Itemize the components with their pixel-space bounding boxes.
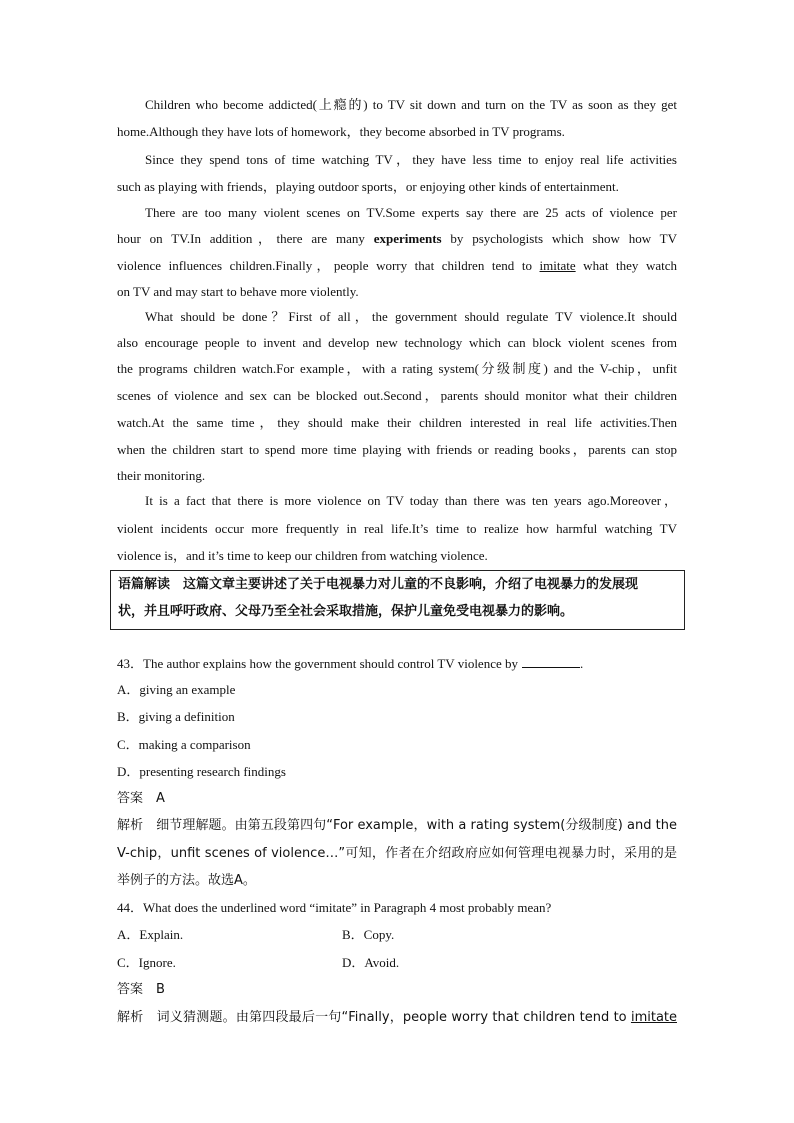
text-span: by psychologists which show how TV xyxy=(441,231,677,246)
option-c: C．Ignore. xyxy=(117,955,176,970)
explanation-line: V-chip，unfit scenes of violence…”可知，作者在介绍政府应如何管理电视暴力时，采用的是 xyxy=(117,846,677,861)
option-a: A．Explain. xyxy=(117,927,184,942)
passage-line: What should be done？First of all，the government should regulate TV violence.It should xyxy=(145,309,677,324)
passage-line: scenes of violence and sex can be blocked out.Second，parents should monitor what their children xyxy=(117,388,677,403)
question-44-stem: 44．What does the underlined word “imitate” in Paragraph 4 most probably mean? xyxy=(117,900,552,915)
passage-line: violence is，and it’s time to keep our children from watching violence. xyxy=(117,548,488,563)
passage-line: when the children start to spend more time playing with friends or reading books，parents can stop xyxy=(117,442,677,457)
question-text-end: . xyxy=(580,656,584,671)
option-d: D．Avoid. xyxy=(342,955,400,970)
option-d: D．presenting research findings xyxy=(117,764,286,779)
passage-line: watch.At the same time，they should make their children interested in real life activities.Then xyxy=(117,415,677,430)
explanation-line: 解析 细节理解题。由第五段第四句“For example，with a rating system(分级制度) and the xyxy=(117,818,677,833)
passage-line: violent incidents occur more frequently in real life.It’s time to realize how harmful watching TV xyxy=(117,521,677,536)
passage-line: There are too many violent scenes on TV.Some experts say there are 25 acts of violence per xyxy=(145,205,677,220)
passage-line: such as playing with friends，playing outdoor sports，or enjoying other kinds of entertainment. xyxy=(117,179,619,194)
answer-blank xyxy=(522,655,580,668)
option-c: C．making a comparison xyxy=(117,737,251,752)
passage-line xyxy=(117,231,677,247)
bold-word-experiments: experiments xyxy=(373,231,442,246)
question-43-stem xyxy=(117,655,677,672)
analysis-line: 状，并且呼吁政府、父母乃至全社会采取措施，保护儿童免受电视暴力的影响。 xyxy=(118,604,574,619)
text-span: 解析 词义猜测题。由第四段最后一句“Finally，people worry that children tend to xyxy=(117,1010,631,1025)
explanation-line xyxy=(117,1010,677,1026)
passage-line: home.Although they have lots of homework，they become absorbed in TV programs. xyxy=(117,124,565,139)
text-span: what they watch xyxy=(575,258,677,273)
passage-line xyxy=(117,258,677,274)
text-span: hour on TV.In addition，there are many xyxy=(117,231,374,246)
explanation-line: 举例子的方法。故选A。 xyxy=(117,873,256,888)
option-a: A．giving an example xyxy=(117,682,236,697)
analysis-line: 语篇解读 这篇文章主要讲述了关于电视暴力对儿童的不良影响，介绍了电视暴力的发展现 xyxy=(118,577,639,592)
answer-label: 答案 A xyxy=(117,791,165,806)
text-span: violence influences children.Finally，people worry that children tend to xyxy=(117,258,540,273)
passage-line: It is a fact that there is more violence on TV today than there was ten years ago.Moreover， xyxy=(145,493,677,508)
option-b: B．giving a definition xyxy=(117,709,235,724)
answer-label: 答案 B xyxy=(117,982,165,997)
passage-line: the programs children watch.For example，with a rating system(分级制度) and the V-chip，unfit xyxy=(117,361,677,376)
passage-line: their monitoring. xyxy=(117,468,206,483)
passage-line: on TV and may start to behave more violently. xyxy=(117,284,359,299)
passage-line: also encourage people to invent and develop new technology which can block violent scenes from xyxy=(117,335,677,350)
option-b: B．Copy. xyxy=(342,927,395,942)
passage-line: Since they spend tons of time watching TV，they have less time to enjoy real life activities xyxy=(145,152,677,167)
passage-analysis-box xyxy=(110,570,685,630)
passage-line: Children who become addicted(上瘾的) to TV sit down and turn on the TV as soon as they get xyxy=(145,97,677,112)
underlined-word-imitate: imitate xyxy=(630,1010,677,1025)
underlined-word-imitate: imitate xyxy=(539,258,576,273)
question-text: 43．The author explains how the government should control TV violence by xyxy=(117,656,518,671)
